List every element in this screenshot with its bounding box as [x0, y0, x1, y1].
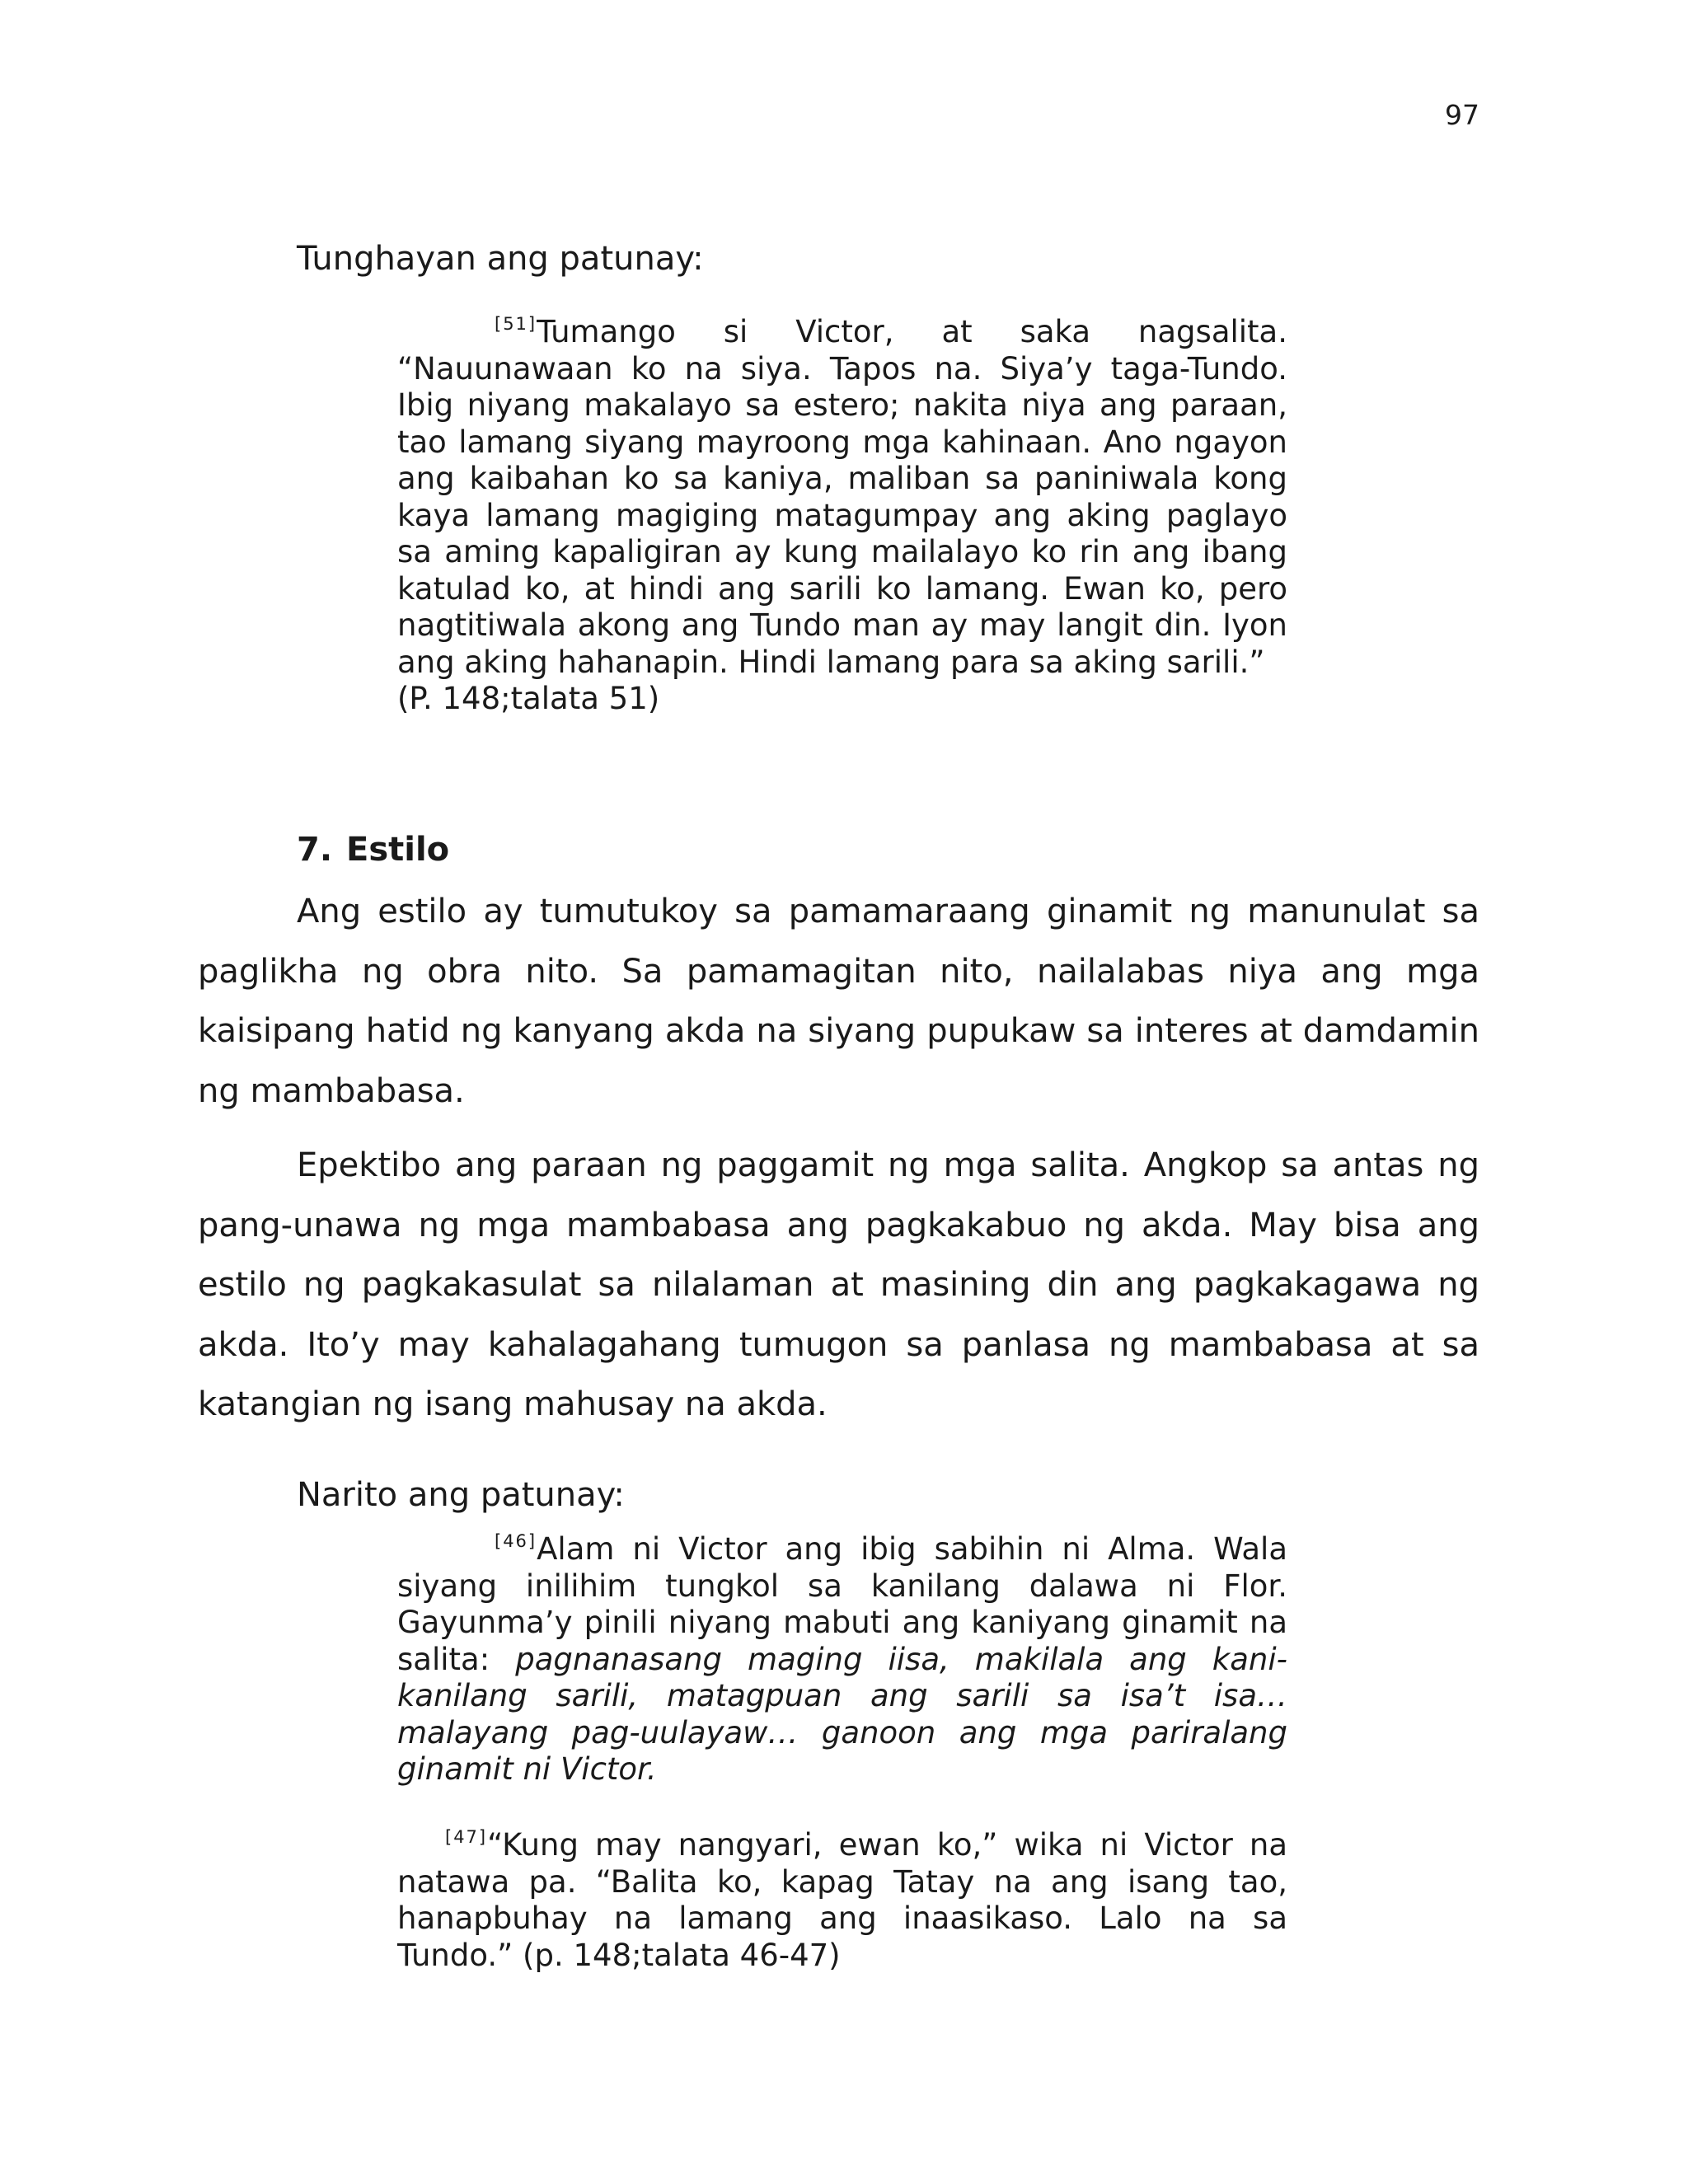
section-title: Estilo	[346, 831, 450, 869]
quote-51-text	[397, 314, 1287, 681]
section-number: 7.	[297, 831, 333, 869]
quote-51-ref: [51]	[495, 314, 537, 334]
quote-46-body: Alam ni Victor ang ibig sabihin ni Alma. Wala siyang inilihim tungkol sa kanilang dalawa ni Flor. Gayunma’y pinili niyang mabuti ang kaniyang ginamit na salita:	[397, 1531, 1287, 1677]
quote-47-text	[397, 1827, 1287, 1974]
quote-46-ref: [46]	[495, 1531, 537, 1551]
quote-47-body: “Kung may nangyari, ewan ko,” wika ni Victor na natawa pa. “Balita ko, kapag Tatay na ang isang tao, hanapbuhay na lamang ang inaasikaso. Lalo na sa Tundo.” (p. 148;talata 46-47)	[397, 1827, 1287, 1973]
block-quote-51	[397, 314, 1287, 718]
block-quote-47	[397, 1827, 1287, 1974]
quote-47-ref: [47]	[445, 1827, 488, 1847]
intro-text-1: Tunghayan ang patunay:	[297, 240, 704, 278]
body-paragraph-2: Epektibo ang paraan ng paggamit ng mga salita. Angkop sa antas ng pang-unawa ng mga mambabasa ang pagkakabuo ng akda. May bisa ang estilo ng pagkakasulat sa nilalaman at masining din ang pagkakagawa ng akda. Ito’y may kahalagahang tumugon sa panlasa ng mambabasa at sa katangian ng isang mahusay na akda.	[198, 1146, 1479, 1423]
quote-46-italic: pagnanasang maging iisa, makilala ang kani-kanilang sarili, matagpuan ang sarili sa isa’t isa… malayang pag-uulayaw… ganoon ang mga pariralang ginamit ni Victor.	[397, 1641, 1287, 1787]
quote-51-body: Tumango si Victor, at saka nagsalita. “Nauunawaan ko na siya. Tapos na. Siya’y taga-Tundo. Ibig niyang makalayo sa estero; nakita niya ang paraan, tao lamang siyang mayroong mga kahinaan. Ano ngayon ang kaibahan ko sa kaniya, maliban sa paniniwala kong kaya lamang magiging matagumpay ang aking paglayo sa aming kapaligiran ay kung mailalayo ko rin ang ibang katulad ko, at hindi ang sarili ko lamang. Ewan ko, pero nagtitiwala akong ang Tundo man ay may langit din. Iyon ang aking hahanapin. Hindi lamang para sa aking sarili.”	[397, 314, 1287, 680]
page-number: 97	[1445, 99, 1479, 131]
quote-46-text	[397, 1531, 1287, 1788]
block-quote-46	[397, 1531, 1287, 1788]
section-heading	[297, 827, 449, 873]
intro-text-2: Narito ang patunay:	[297, 1476, 625, 1514]
body-paragraph-1: Ang estilo ay tumutukoy sa pamamaraang ginamit ng manunulat sa paglikha ng obra nito. Sa pamamagitan nito, nailalabas niya ang mga kaisipang hatid ng kanyang akda na siyang pupukaw sa interes at damdamin ng mambabasa.	[198, 893, 1479, 1110]
quote-51-citation: (P. 148;talata 51)	[397, 681, 660, 716]
